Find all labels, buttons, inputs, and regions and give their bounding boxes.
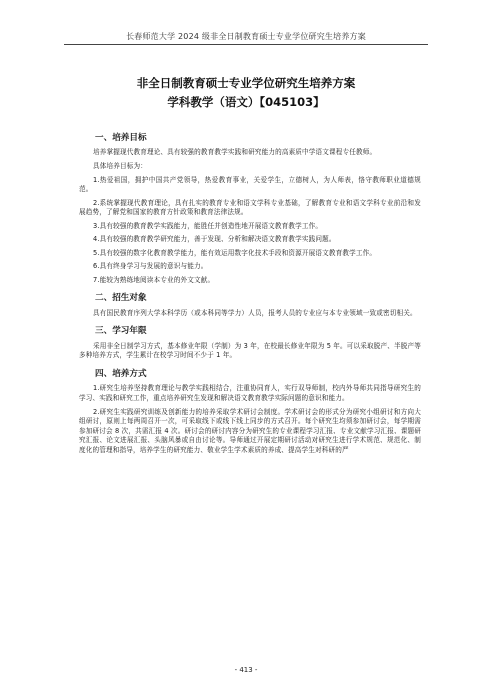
paragraph: 培养掌握现代教育理论、具有较强的教育教学实践和研究能力的高素质中学语文课程专任教师。 <box>93 148 377 157</box>
section-heading: 三、学习年限 <box>95 326 147 337</box>
section-heading: 二、招生对象 <box>95 293 147 304</box>
header-rule <box>64 44 428 45</box>
running-header: 长春师范大学 2024 级非全日制教育硕士专业学位研究生培养方案 <box>126 32 366 41</box>
paragraph: 2.研究生实践研究训练及创新能力的培养采取学术研讨会制度。学术研讨会的形式分为研究小组研讨和方向大组研讨，原则上每两周召开一次，可采取线下或线下线上同步的方式召开。每个研究生均须参加研讨会，每学期需参加研讨会 8 次，共需汇报 4 次。研讨会的研讨内容分为研究生的专业课程学习汇报、专业文献学习汇报、课题研究汇报、论文进展汇报、头脑风暴或自由讨论等。导师通过开展定期研讨活动对研究生进行学术规范、规范化、制度化的管理和指导，培养学生的研究能力、敬业学生学术素质的养成、提高学生对科研的严 <box>79 407 421 454</box>
paragraph: 3.具有较强的教育教学实践能力，能胜任并创造性地开展语文教育教学工作。 <box>93 221 323 230</box>
document-subtitle: 学科教学（语文）【045103】 <box>167 95 325 109</box>
paragraph: 具体培养目标为： <box>93 162 147 170</box>
page-number: - 413 - <box>234 666 258 674</box>
document-body <box>79 125 421 459</box>
paragraph: 6.具有终身学习与发展的意识与能力。 <box>93 262 208 271</box>
section-heading: 四、培养方式 <box>95 369 147 380</box>
paragraph: 4.具有较强的教育教学研究能力，善于发现、分析和解决语文教育教学实践问题。 <box>93 235 336 244</box>
paragraph: 2.系统掌握现代教育理论，具有扎实的教育专业和语文学科专业基础，了解教育专业和语文学科专业前沿和发展趋势，了解党和国家的教育方针政策和教育法律法规。 <box>79 198 421 217</box>
paragraph: 1.研究生培养坚持教育理论与教学实践相结合，注重协同育人，实行双导师制，校内外导师共同指导研究生的学习、实践和研究工作，重点培养研究生发现和解决语文教育教学实际问题的意识和能力。 <box>79 384 421 403</box>
section-heading: 一、培养目标 <box>95 133 147 143</box>
document-title: 非全日制教育硕士专业学位研究生培养方案 <box>136 76 356 90</box>
paragraph: 7.能较为熟练地阅读本专业的外文文献。 <box>93 275 215 284</box>
paragraph: 具有国民教育序列大学本科学历（或本科同等学力）人员，报考人员的专业应与本专业领域一致或密切相关。 <box>93 308 417 317</box>
paragraph: 5.具有较强的数字化教育教学能力，能有效运用数字化技术手段和资源开展语文教育教学工作。 <box>93 248 377 257</box>
paragraph: 采用非全日制学习方式，基本修业年限（学制）为 3 年，在校最长修业年限为 5 年。可以采取脱产、半脱产等多种培养方式，学生累计在校学习时间不少于 1 年。 <box>79 341 421 360</box>
paragraph: 1.热爱祖国，拥护中国共产党领导，热爱教育事业，关爱学生，立德树人，为人师表，恪守教师职业道德规范。 <box>79 175 421 194</box>
